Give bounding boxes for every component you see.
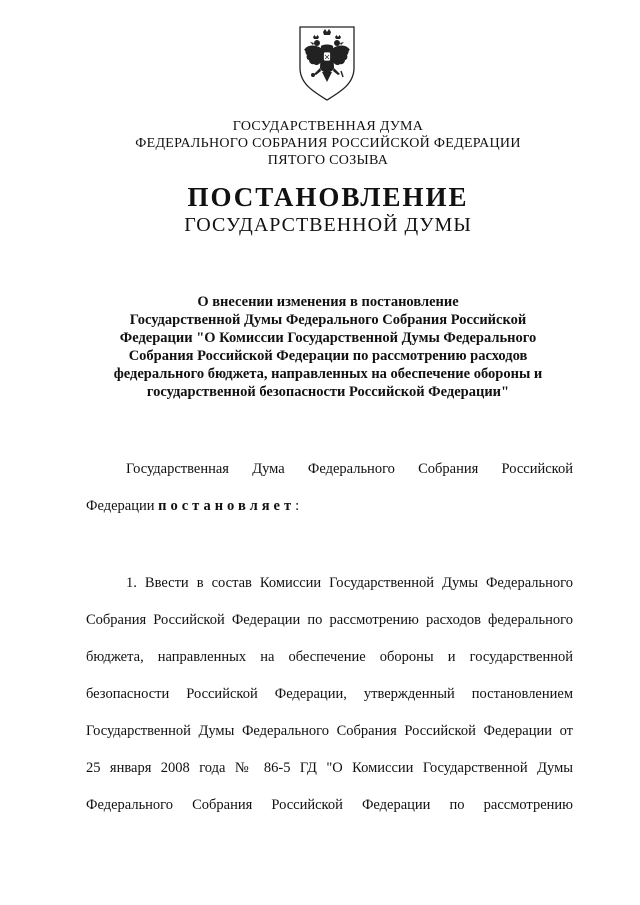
paragraph-line: Государственной Думы Федерального Собрания Российской Федерации от: [86, 723, 573, 739]
double-headed-eagle-icon: [296, 24, 358, 102]
preamble-line-2: [86, 496, 573, 516]
document-title: [0, 293, 640, 401]
issuer-line-1: ГОСУДАРСТВЕННАЯ ДУМА: [232, 119, 424, 134]
paragraph-line: 1. Ввести в состав Комиссии Государственной Думы Федерального: [126, 575, 573, 591]
title-line: Собрания Российской Федерации по рассмотрению расходов: [128, 348, 528, 364]
paragraph-line: безопасности Российской Федерации, утвержденный постановлением: [86, 686, 573, 702]
issuer-line-2: ФЕДЕРАЛЬНОГО СОБРАНИЯ РОССИЙСКОЙ ФЕДЕРАЦИИ: [135, 136, 521, 151]
paragraph-line: Собрания Российской Федерации по рассмотрению расходов федерального: [86, 612, 573, 628]
emblem: [296, 24, 358, 102]
issuer-header: [0, 118, 640, 169]
title-line: федерального бюджета, направленных на обеспечение обороны и: [113, 366, 543, 382]
preamble-text: Федерации: [86, 498, 155, 514]
title-line: Федерации "О Комиссии Государственной Думы Федерального: [119, 330, 537, 346]
title-line: О внесении изменения в постановление: [197, 294, 459, 310]
paragraph-line: Федерального Собрания Российской Федерации по рассмотрению: [86, 797, 573, 813]
decision-word: постановляет: [158, 498, 296, 514]
document-type: ПОСТАНОВЛЕНИЕ: [187, 182, 469, 212]
preamble-colon: :: [295, 498, 300, 514]
preamble-line-1: Государственная Дума Федерального Собрания Российской: [126, 461, 573, 477]
paragraph-line: бюджета, направленных на обеспечение обороны и государственной: [86, 649, 573, 665]
title-line: государственной безопасности Российской Федерации": [146, 384, 510, 400]
title-line: Государственной Думы Федерального Собрания Российской: [129, 312, 527, 328]
paragraph-line: 25 января 2008 года № 86-5 ГД "О Комиссии Государственной Думы: [86, 760, 573, 776]
document-subtitle: ГОСУДАРСТВЕННОЙ ДУМЫ: [184, 214, 472, 236]
issuer-line-3: ПЯТОГО СОЗЫВА: [267, 153, 389, 168]
